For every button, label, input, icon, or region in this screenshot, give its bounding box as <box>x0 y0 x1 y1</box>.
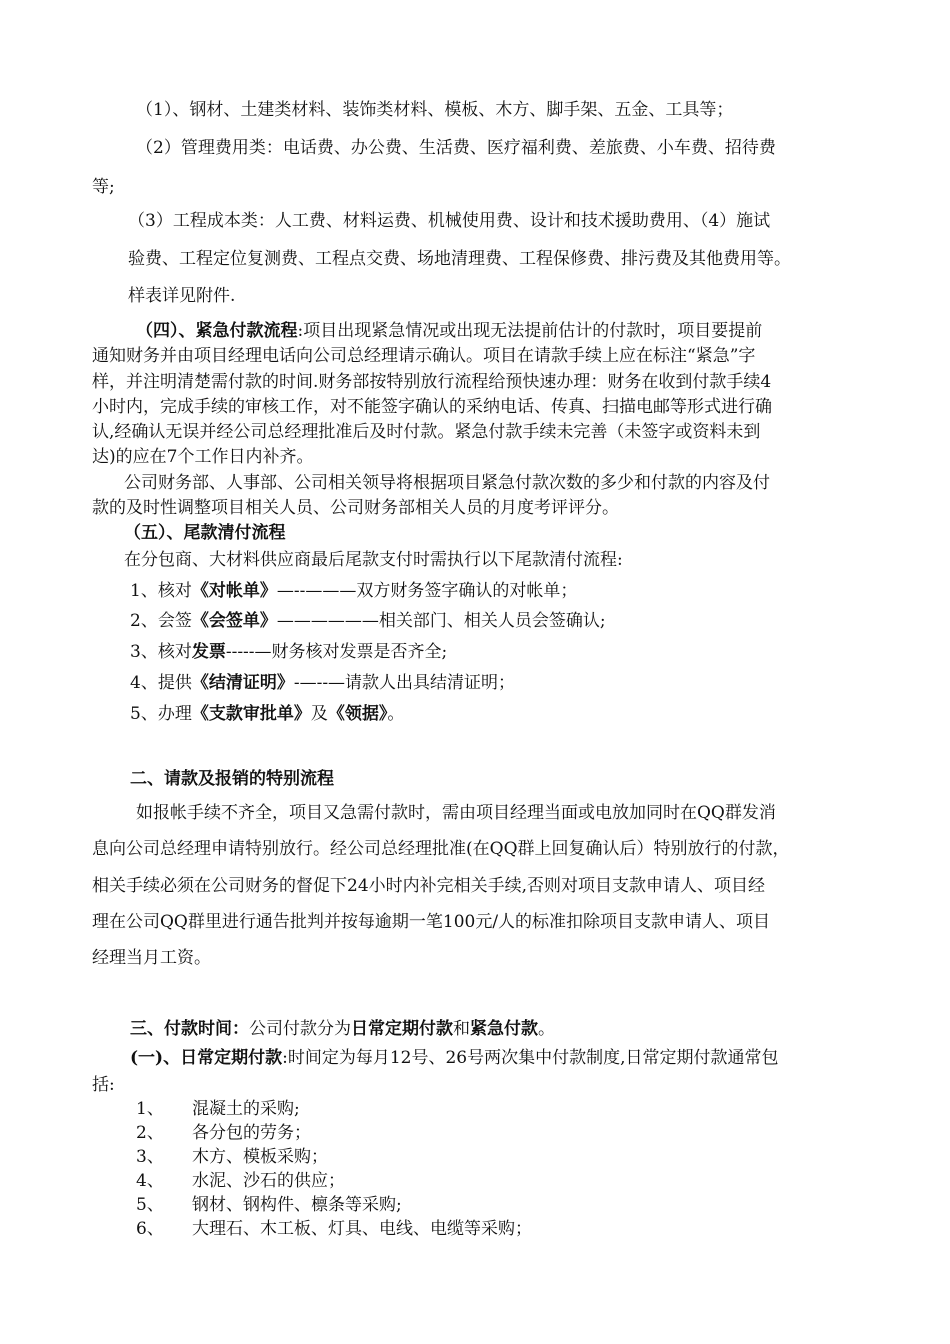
list-item: 4、 水泥、沙石的供应； <box>136 1171 345 1191</box>
paragraph-line: 在分包商、大材料供应商最后尾款支付时需执行以下尾款清付流程: <box>124 550 623 570</box>
list-item: 2、 各分包的劳务； <box>136 1123 311 1143</box>
paragraph-line: 样，并注明清楚需付款的时间.财务部按特别放行流程给预快速办理：财务在收到付款手续4 <box>92 372 772 392</box>
paragraph-line: 公司财务部、人事部、公司相关领导将根据项目紧急付款次数的多少和付款的内容及付 <box>124 473 770 493</box>
section-3-title: 三、付款时间： <box>130 1019 249 1039</box>
subsection-title: (一)、日常定期付款 <box>130 1048 283 1068</box>
paragraph-line: 经理当月工资。 <box>92 948 211 968</box>
list-item: 4、提供《结清证明》-—--—请款人出具结清证明； <box>130 673 516 693</box>
section-5-title: （五）、尾款清付流程 <box>124 523 286 543</box>
paragraph-line: 理在公司QQ群里进行通告批判并按每逾期一笔100元/人的标准扣除项目支款申请人、项目 <box>92 912 771 932</box>
list-item: 2、会签《会签单》——————相关部门、相关人员会签确认; <box>130 611 606 631</box>
paragraph-line: （1）、钢材、土建类材料、装饰类材料、模板、木方、脚手架、五金、工具等； <box>136 100 734 120</box>
section-3-heading-line: 三、付款时间：公司付款分为日常定期付款和紧急付款。 <box>130 1019 555 1039</box>
section-4-title: （四）、紧急付款流程 <box>136 321 298 341</box>
list-item: 3、核对发票-----—财务核对发票是否齐全; <box>130 642 448 662</box>
paragraph-line: 达)的应在7个工作日内补齐。 <box>92 447 314 467</box>
list-item: 6、 大理石、木工板、灯具、电线、电缆等采购； <box>136 1219 532 1239</box>
subsection-heading-line: (一)、日常定期付款:时间定为每月12号、26号两次集中付款制度,日常定期付款通常包 <box>130 1048 779 1068</box>
list-item: 1、 混凝土的采购; <box>136 1099 300 1119</box>
paragraph-line: 样表详见附件. <box>128 286 236 306</box>
section-4-heading-line <box>136 320 762 342</box>
paragraph-line: 验费、工程定位复测费、工程点交费、场地清理费、工程保修费、排污费及其他费用等。 <box>128 249 791 269</box>
paragraph-line: 款的及时性调整项目相关人员、公司财务部相关人员的月度考评评分。 <box>92 498 619 518</box>
paragraph-line: 通知财务并由项目经理电话向公司总经理请示确认。项目在请款手续上应在标注“紧急”字 <box>92 346 756 366</box>
paragraph-line: 认,经确认无误并经公司总经理批准后及时付款。紧急付款手续未完善（未签字或资料未到 <box>92 422 761 442</box>
paragraph-line: 括: <box>92 1075 115 1095</box>
section-2-title: 二、请款及报销的特别流程 <box>130 769 334 789</box>
paragraph-line: （3）工程成本类：人工费、材料运费、机械使用费、设计和技术援助费用、（4）施试 <box>128 211 771 231</box>
list-item: 3、 木方、模板采购； <box>136 1147 328 1167</box>
paragraph-line: 相关手续必须在公司财务的督促下24小时内补完相关手续,否则对项目支款申请人、项目经 <box>92 876 766 896</box>
section-4-text: :项目出现紧急情况或出现无法提前估计的付款时，项目要提前 <box>297 321 763 341</box>
list-item: 5、办理《支款审批单》及《领据》。 <box>130 704 405 724</box>
list-item: 5、 钢材、钢构件、檩条等采购; <box>136 1195 402 1215</box>
paragraph-line: 息向公司总经理申请特别放行。经公司总经理批准(在QQ群上回复确认后）特别放行的付款， <box>92 839 790 859</box>
paragraph-line: 等; <box>92 177 115 197</box>
list-item: 1、核对《对帐单》—--———双方财务签字确认的对帐单； <box>130 581 578 601</box>
paragraph-line: 小时内，完成手续的审核工作，对不能签字确认的采纳电话、传真、扫描电邮等形式进行确 <box>92 397 772 417</box>
paragraph-line: 如报帐手续不齐全，项目又急需付款时，需由项目经理当面或电放加同时在QQ群发消 <box>136 803 776 823</box>
paragraph-line: （2）管理费用类：电话费、办公费、生活费、医疗福利费、差旅费、小车费、招待费 <box>136 138 776 158</box>
